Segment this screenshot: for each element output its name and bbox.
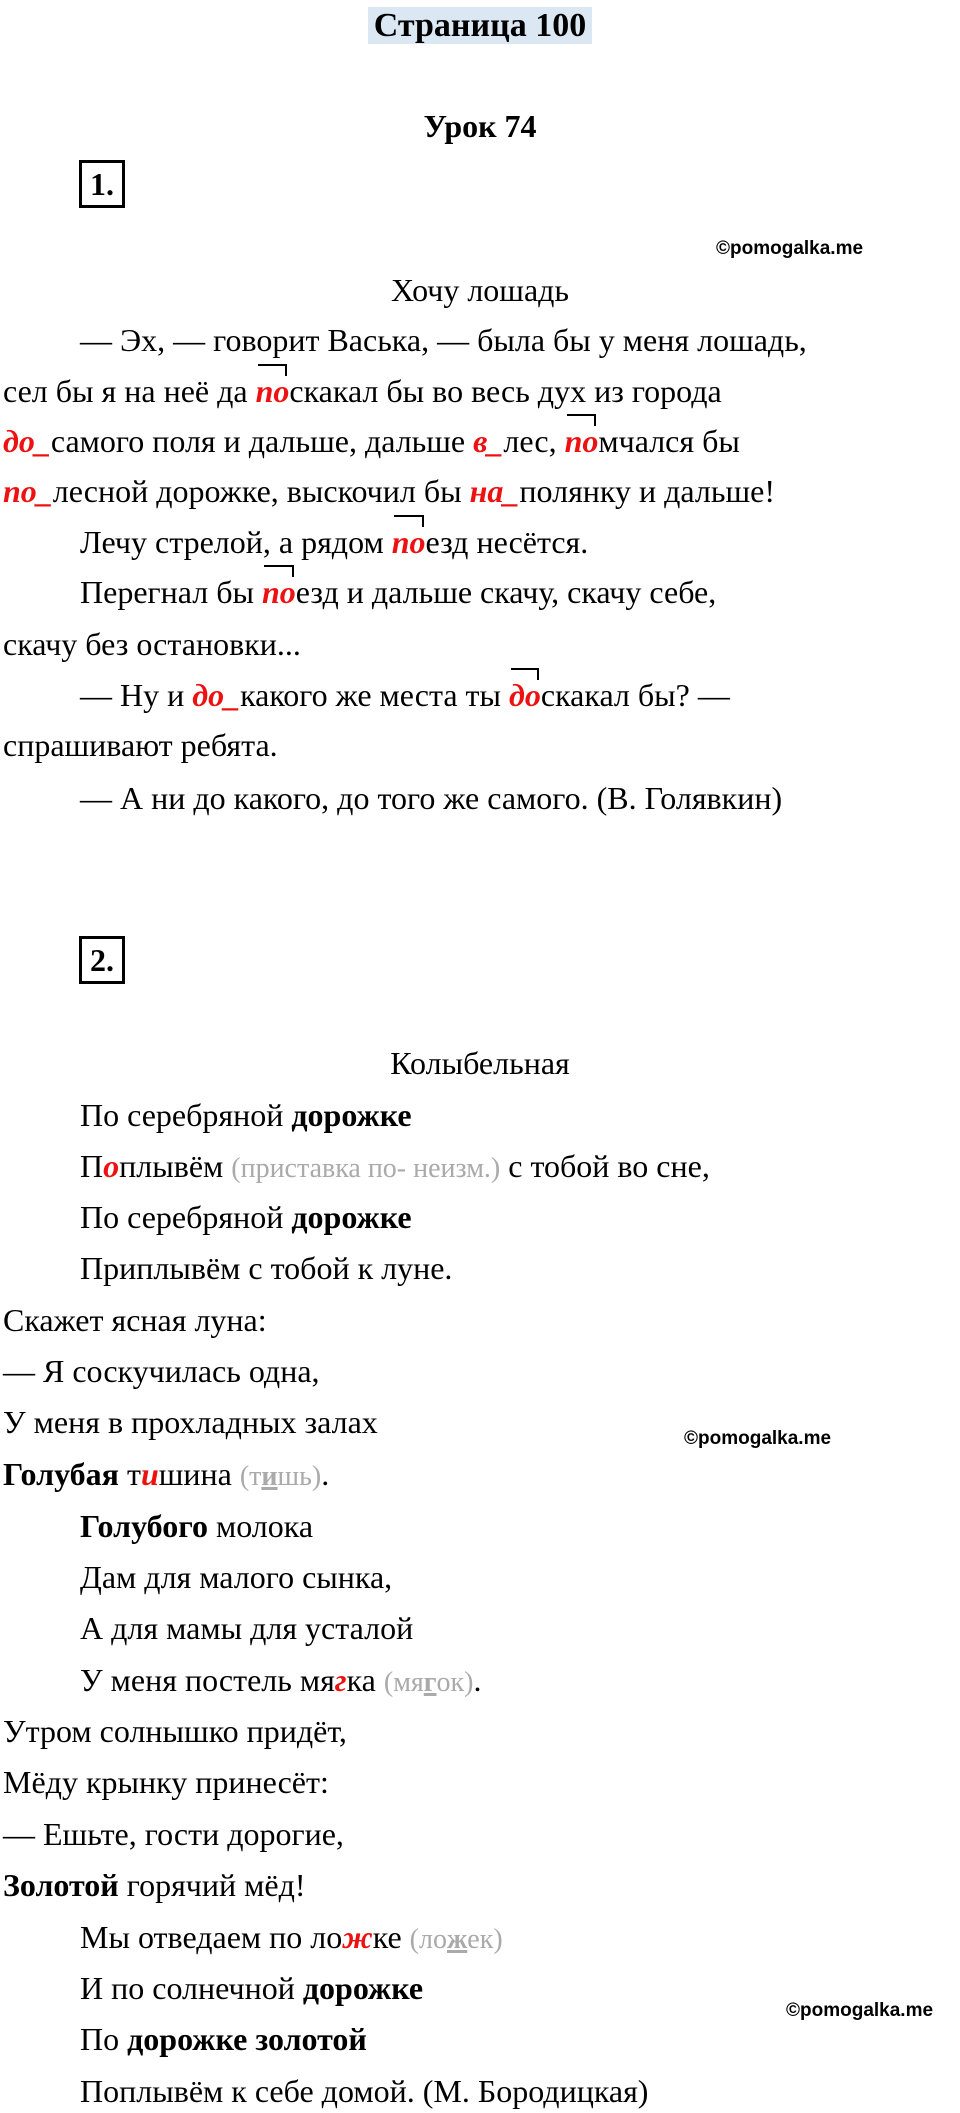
text-line: спрашивают ребята. xyxy=(3,727,278,763)
text-line: до_самого поля и дальше, дальше в_лес, помчался бы xyxy=(3,421,740,461)
poem-line: Голубая тишина (тишь). xyxy=(3,1456,330,1492)
poem-line: Золотой горячий мёд! xyxy=(3,1867,306,1903)
poem-line: Поплывём (приставка по- неизм.) с тобой во сне, xyxy=(80,1148,710,1184)
poem-line: Дам для малого сынка, xyxy=(80,1559,393,1595)
prefix-mark xyxy=(511,668,539,680)
grammar-note: (приставка по- неизм.) xyxy=(231,1153,501,1184)
poem-line: — Я соскучилась одна, xyxy=(3,1353,320,1389)
prefix: по xyxy=(262,574,296,610)
poem-line: У меня в прохладных залах xyxy=(3,1404,378,1440)
page-title: Страница 100 xyxy=(368,7,592,44)
prefix-mark xyxy=(258,364,288,376)
text-line: — Эх, — говорит Васька, — была бы у меня лошадь, xyxy=(80,322,807,358)
watermark: ©pomogalka.me xyxy=(684,1428,832,1449)
poem-line: И по солнечной дорожке xyxy=(80,1970,424,2006)
page-title-row xyxy=(0,4,960,48)
prefix: по xyxy=(255,373,290,409)
poem-line: Поплывём к себе домой. (М. Бородицкая) xyxy=(80,2073,649,2109)
text-line: — А ни до какого, до того же самого. (В. Голявкин) xyxy=(80,780,783,816)
poem-line: Мы отведаем по ложке (ложек) xyxy=(80,1919,503,1955)
prefix: до xyxy=(509,677,541,713)
poem-line: Скажет ясная луна: xyxy=(3,1302,267,1338)
text-line: Лечу стрелой, а рядом поезд несётся. xyxy=(80,522,588,562)
lesson-title: Урок 74 xyxy=(423,108,537,144)
prefix-mark xyxy=(264,565,294,577)
text-line: по_лесной дорожке, выскочил бы на_полянку и дальше! xyxy=(3,473,775,509)
watermark: ©pomogalka.me xyxy=(716,238,864,259)
preposition: до_ xyxy=(192,677,241,713)
prefix-mark xyxy=(394,515,424,527)
poem-line: По серебряной дорожке xyxy=(80,1199,412,1235)
prefix: по xyxy=(564,423,599,459)
preposition: до_ xyxy=(3,423,51,459)
text-line: Перегнал бы поезд и дальше скачу, скачу себе, xyxy=(80,572,716,612)
poem-line: — Ешьте, гости дорогие, xyxy=(3,1816,344,1852)
poem-line: Приплывём с тобой к луне. xyxy=(80,1250,453,1286)
poem-line: Голубого молока xyxy=(80,1508,314,1544)
text-line: сел бы я на неё да поскакал бы во весь дух из города xyxy=(3,371,722,411)
poem-line: По дорожке золотой xyxy=(80,2021,367,2057)
prefix-mark xyxy=(567,414,597,426)
poem-line: Мёду крынку принесёт: xyxy=(3,1764,329,1800)
task-1-title: Хочу лошадь xyxy=(390,272,570,308)
task-2-number: 2. xyxy=(79,936,125,984)
preposition: по_ xyxy=(3,473,53,509)
poem-line: Утром солнышко придёт, xyxy=(3,1713,347,1749)
poem-line: У меня постель мягка (мягок). xyxy=(80,1662,482,1698)
watermark: ©pomogalka.me xyxy=(786,2000,934,2021)
poem-line: По серебряной дорожке xyxy=(80,1097,412,1133)
text-line: — Ну и до_какого же места ты доскакал бы? — xyxy=(80,675,730,715)
task-1-number: 1. xyxy=(79,160,125,208)
text-line: скачу без остановки... xyxy=(3,626,301,662)
poem-line: А для мамы для усталой xyxy=(80,1610,414,1646)
task-2-title: Колыбельная xyxy=(390,1045,570,1081)
preposition: на_ xyxy=(469,473,520,509)
preposition: в_ xyxy=(473,423,504,459)
prefix: по xyxy=(391,524,426,560)
